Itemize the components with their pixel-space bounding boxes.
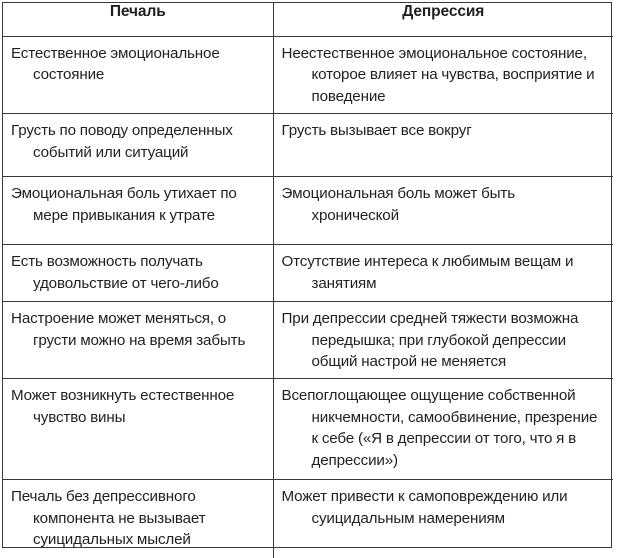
cell-depression — [273, 114, 613, 177]
cell-depression-text: Неестественное эмоциональное состояние, которое влияет на чувства, восприятие и поведение — [274, 37, 614, 113]
cell-sadness — [3, 480, 273, 558]
cell-sadness — [3, 245, 273, 302]
cell-sadness-text: Может возникнуть естественное чувство вины — [3, 379, 273, 434]
cell-sadness — [3, 379, 273, 480]
cell-depression — [273, 245, 613, 302]
table-row — [3, 114, 613, 177]
comparison-table — [3, 3, 613, 558]
column-header-depression — [273, 3, 613, 37]
cell-sadness-text: Естественное эмоциональное состояние — [3, 37, 273, 92]
cell-sadness-text: Есть возможность получать удовольствие от чего-либо — [3, 245, 273, 300]
table-row — [3, 177, 613, 245]
cell-depression-text: Грусть вызывает все вокруг — [274, 114, 614, 147]
cell-depression-text: Эмоциональная боль может быть хронической — [274, 177, 614, 232]
cell-sadness — [3, 37, 273, 114]
table-header — [3, 3, 613, 37]
cell-depression — [273, 379, 613, 480]
column-header-sadness — [3, 3, 273, 37]
cell-sadness-text: Печаль без депрессивного компонента не вызывает суицидальных мыслей — [3, 480, 273, 556]
comparison-table-container — [2, 2, 612, 548]
cell-sadness — [3, 177, 273, 245]
cell-sadness-text: Грусть по поводу определенных событий или ситуаций — [3, 114, 273, 169]
cell-sadness-text: Эмоциональная боль утихает по мере привыкания к утрате — [3, 177, 273, 232]
cell-sadness — [3, 114, 273, 177]
cell-depression-text: При депрессии средней тяжести возможна передышка; при глубокой депрессии общий настрой не меняется — [274, 302, 614, 378]
table-header-row — [3, 3, 613, 37]
cell-depression-text: Всепоглощающее ощущение собственной никчемности, самообвинение, презрение к себе («Я в депрессии от того, что я в депрессии») — [274, 379, 614, 477]
table-row — [3, 480, 613, 558]
cell-depression — [273, 37, 613, 114]
column-header-depression-label: Депрессия — [402, 3, 484, 21]
table-body — [3, 37, 613, 558]
column-header-sadness-label: Печаль — [110, 3, 166, 21]
table-row — [3, 37, 613, 114]
table-row — [3, 302, 613, 379]
table-row — [3, 245, 613, 302]
table-row — [3, 379, 613, 480]
cell-depression-text: Может привести к самоповреждению или суицидальным намерениям — [274, 480, 614, 535]
cell-depression — [273, 480, 613, 558]
cell-sadness-text: Настроение может меняться, о грусти можно на время забыть — [3, 302, 273, 357]
cell-depression — [273, 302, 613, 379]
cell-depression-text: Отсутствие интереса к любимым вещам и занятиям — [274, 245, 614, 300]
cell-sadness — [3, 302, 273, 379]
cell-depression — [273, 177, 613, 245]
